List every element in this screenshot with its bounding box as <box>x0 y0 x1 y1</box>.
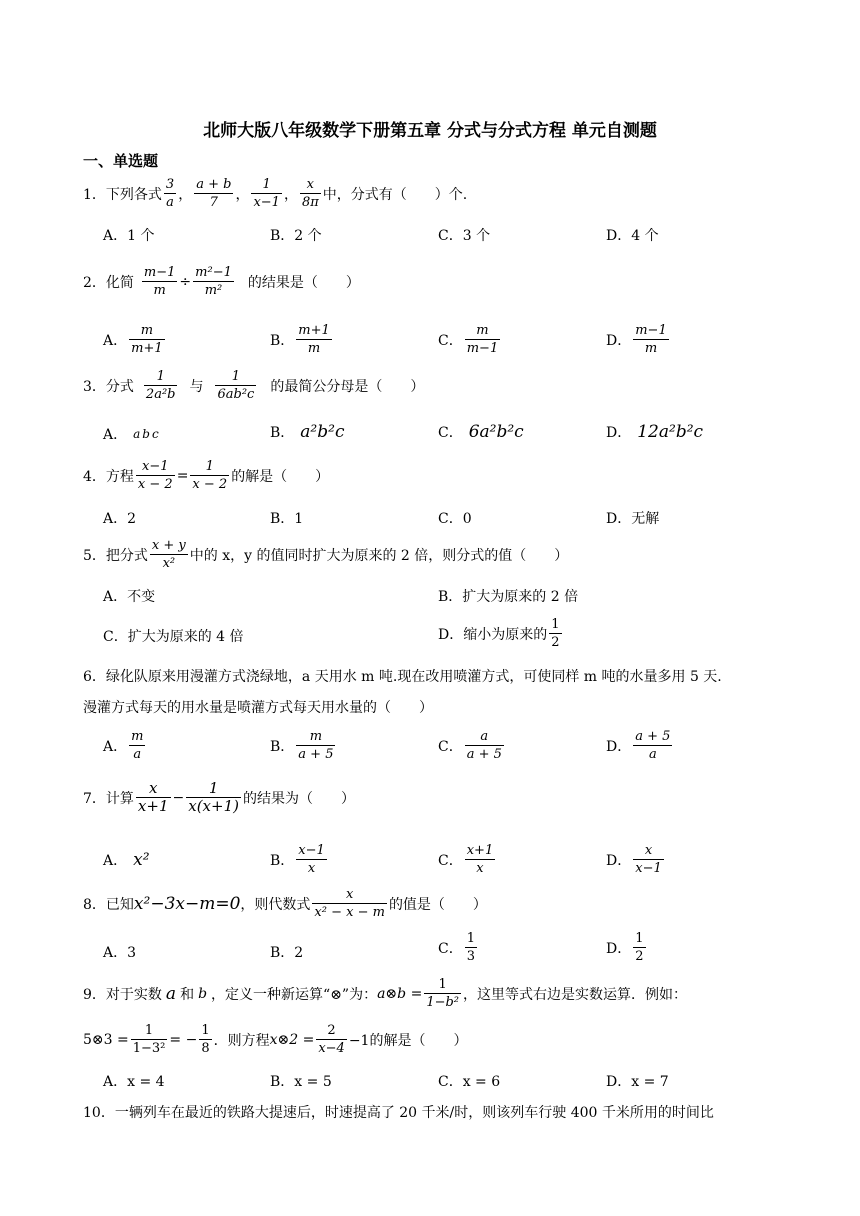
option-b: B． $\frac{x-1}{x}$ <box>270 843 325 876</box>
question-10-line-1: 10．一辆列车在最近的铁路大提速后，时速提高了 20 千米/时，则该列车行驶 400 千米所用的时间比 <box>83 1105 714 1121</box>
option-c: C． 6a²b²c <box>438 422 524 442</box>
fraction: $\frac{1}{\text{2a²b}}$ <box>145 369 176 402</box>
question-text: 2．化简 <box>83 274 134 291</box>
fraction: $\frac{1}{x - 2}$ <box>192 459 228 492</box>
option-a: A．x = 4 <box>103 1074 165 1090</box>
fraction: $\frac{a + b}{7}$ <box>196 177 232 210</box>
page-title: 北师大版八年级数学下册第五章 分式与分式方程 单元自测题 <box>203 121 657 141</box>
fraction: $\frac{x}{8\pi}$ <box>301 177 319 210</box>
option-b: B．x = 5 <box>270 1074 332 1090</box>
option-a: A． abc <box>103 427 161 443</box>
fraction: $\frac{x + y}{\text{x²}}$ <box>151 538 186 571</box>
option-d: D．x = 7 <box>606 1074 669 1090</box>
question-6-line-2: 漫灌方式每天的用水量是喷灌方式每天用水量的（ ） <box>83 700 433 716</box>
fraction: $\frac{x}{\text{x² − x − m}}$ <box>314 887 385 920</box>
fraction: $\frac{1}{8}$ <box>201 1023 210 1056</box>
option-c: C．x = 6 <box>438 1074 501 1090</box>
question-3: 3．分式 $\frac{1}{\text{2a²b}}$ 与 $\frac{1}{\text{6ab²c}}$ 的最简公分母是（ ） <box>83 369 425 402</box>
option-d: D． $\frac{1}{2}$ <box>606 931 644 964</box>
question-6-line-1: 6．绿化队原来用漫灌方式浇绿地，a 天用水 m 吨.现在改用喷灌方式，可使同样 m 吨的水量多用 5 天. <box>83 669 722 685</box>
question-text: 3．分式 <box>83 378 134 395</box>
option-b: B．1 <box>270 511 304 527</box>
option-c: C．0 <box>438 511 472 527</box>
question-text: 4．方程 <box>83 468 134 485</box>
question-5 <box>83 537 568 572</box>
option-a: A．2 <box>103 511 137 527</box>
question-text: 中，分式有（ ）个. <box>322 186 468 203</box>
option-b: B． $\frac{m+1}{m}$ <box>270 323 330 356</box>
option-a: A．1 个 <box>103 228 155 244</box>
question-text: 的结果为（ ） <box>242 790 355 807</box>
option-b: B． $\frac{m}{a + 5}$ <box>270 729 334 762</box>
option-a: A． $\frac{m}{m+1}$ <box>103 323 163 356</box>
option-c: C． $\frac{a}{a + 5}$ <box>438 729 502 762</box>
option-a: A．不变 <box>103 589 156 605</box>
option-c: C．扩大为原来的 4 倍 <box>103 629 244 645</box>
question-text: 的值是（ ） <box>388 896 487 913</box>
question-8: 8．已知 x²−3x−m=0 ，则代数式 $\frac{x}{\text{x² − x − m}}$ 的值是（ ） <box>83 887 487 920</box>
option-a: A． $\frac{m}{a}$ <box>103 729 144 762</box>
option-a: A． x² <box>103 850 150 870</box>
option-c: C． $\frac{m}{m-1}$ <box>438 323 499 356</box>
option-d: D． $\frac{m-1}{m}$ <box>606 323 667 356</box>
question-text: 中的 x，y 的值同时扩大为原来的 2 倍，则分式的值（ ） <box>189 547 569 564</box>
option-b: B．2 <box>270 945 304 961</box>
fraction: $\frac{2}{x-4}$ <box>318 1023 345 1056</box>
option-c: C． $\frac{x+1}{x}$ <box>438 843 494 876</box>
question-text: 8．已知 <box>83 896 134 913</box>
option-d: D．缩小为原来的 $\frac{1}{2}$ <box>438 617 560 650</box>
fraction: $\frac{3}{a}$ <box>165 177 175 210</box>
question-text: 的最简公分母是（ ） <box>270 378 425 395</box>
question-1: 1．下列各式 $\frac{3}{a}$ ， $\frac{a + b}{7}$ ， $\frac{1}{x-1}$ ， $\frac{x}{8\pi}$ 中，分式有（ ）个. <box>83 177 468 210</box>
question-2: 2．化简 $\frac{m-1}{m}$ ÷ $\frac{\text{m²−1}}{\text{m²}}$ 的结果是（ ） <box>83 265 360 298</box>
option-d: D．4 个 <box>606 228 659 244</box>
option-d: D． $\frac{x}{x-1}$ <box>606 843 662 876</box>
fraction: $\frac{m-1}{m}$ <box>143 265 176 298</box>
fraction: $\frac{1}{x-1}$ <box>253 177 280 210</box>
option-b: B． a²b²c <box>270 422 345 442</box>
question-text: −1的解是（ ） <box>348 1032 468 1049</box>
option-d: D． $\frac{a + 5}{a}$ <box>606 729 671 762</box>
question-text: 5．把分式 <box>83 547 148 564</box>
option-c: C． $\frac{1}{3}$ <box>438 931 475 964</box>
fraction: $\frac{1}{x(x+1)}$ <box>188 779 239 815</box>
section-heading: 一、单选题 <box>83 152 159 170</box>
question-7: 7．计算 $\frac{x}{x+1}$ − $\frac{1}{x(x+1)}$ 的结果为（ ） <box>83 779 355 815</box>
fraction: $\frac{x}{x+1}$ <box>137 779 169 815</box>
fraction: $\frac{1}{\text{1−3²}}$ <box>132 1023 166 1056</box>
question-text: 的结果是（ ） <box>247 274 360 291</box>
fraction: $\frac{x-1}{x - 2}$ <box>137 459 173 492</box>
option-d: D．无解 <box>606 511 660 527</box>
option-c: C．3 个 <box>438 228 491 244</box>
option-a: A．3 <box>103 945 137 961</box>
question-text: 1．下列各式 <box>83 186 162 203</box>
question-4: 4．方程 $\frac{x-1}{x - 2}$ = $\frac{1}{x - 2}$ 的解是（ ） <box>83 459 330 492</box>
fraction: $\frac{1}{\text{1−b²}}$ <box>426 977 460 1010</box>
question-9-line-2: 5⊗3 = $\frac{1}{\text{1−3²}}$ = − $\frac{1}{8}$ ．则方程 x⊗2 = $\frac{2}{x-4}$ −1的解是（ ） <box>83 1023 468 1056</box>
fraction: $\frac{1}{\text{6ab²c}}$ <box>217 369 255 402</box>
option-d: D． 12a²b²c <box>606 422 704 442</box>
option-b: B．扩大为原来的 2 倍 <box>438 589 579 605</box>
question-9-line-1: 9．对于实数 a 和 b ，定义一种新运算“⊗”为： a⊗b = $\frac{1}{\text{1−b²}}$ ，这里等式右边是实数运算．例如： <box>83 977 688 1010</box>
fraction: $\frac{\text{m²−1}}{\text{m²}}$ <box>195 265 232 298</box>
question-text: 7．计算 <box>83 790 134 807</box>
option-b: B．2 个 <box>270 228 322 244</box>
question-text: 的解是（ ） <box>231 468 330 485</box>
